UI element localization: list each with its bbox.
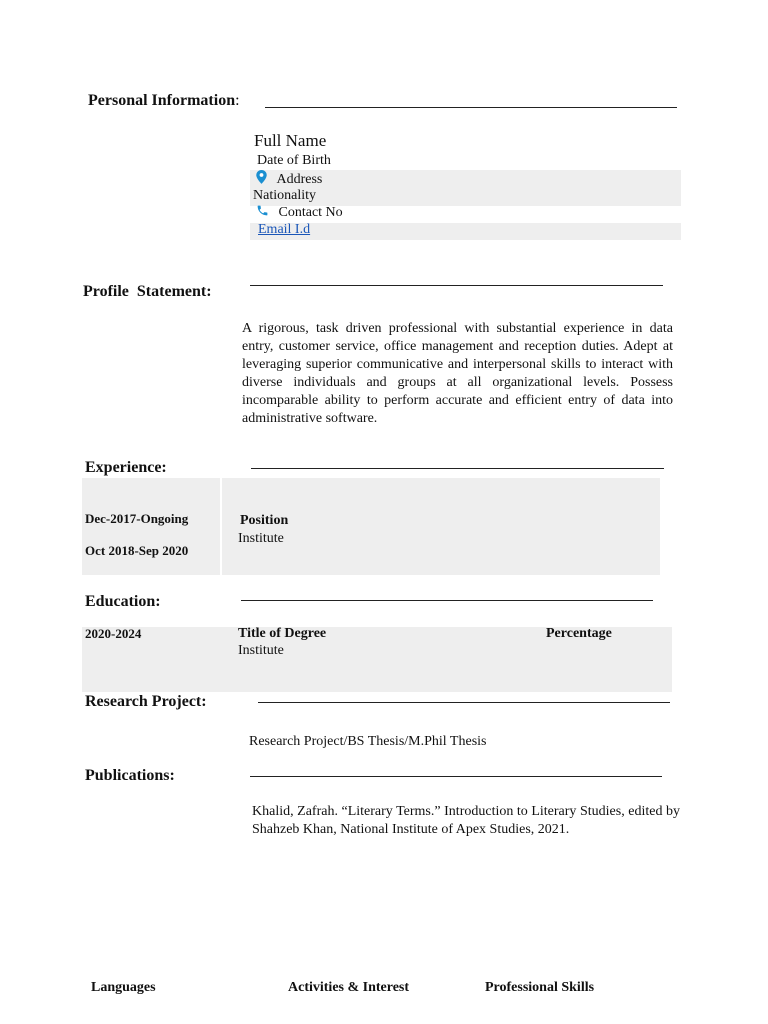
profile-statement-text: A rigorous, task driven professional with substantial experience in data entry, customer service, office management and reception duties. Adept at leveraging superior communicative and interpersonal skills to interact with diverse individuals and groups at all organizational levels. Possess incomparable ability to perform accurate and efficient entry of data into administrative software. bbox=[242, 321, 673, 426]
education-heading-rule bbox=[241, 600, 653, 601]
research-heading-rule bbox=[258, 702, 670, 703]
publications-text: Khalid, Zafrah. “Literary Terms.” Introduction to Literary Studies, edited by Shahzeb Khan, National Institute of Apex Studies, 2021. bbox=[252, 804, 680, 837]
nationality: Nationality bbox=[253, 188, 316, 203]
education-percentage: Percentage bbox=[546, 626, 612, 641]
email-shade bbox=[250, 223, 681, 240]
publications-heading-rule bbox=[250, 776, 662, 777]
experience-institute: Institute bbox=[238, 531, 284, 546]
research-project-heading: Research Project: bbox=[85, 693, 207, 710]
profile-heading-rule bbox=[250, 285, 663, 286]
email-link[interactable]: Email I.d bbox=[258, 222, 311, 237]
contact-row bbox=[256, 204, 343, 222]
personal-heading-text: Personal Information bbox=[88, 92, 236, 109]
experience-heading-rule bbox=[251, 468, 664, 469]
activities-interest-heading: Activities & Interest bbox=[288, 980, 410, 995]
contact-text: Contact No bbox=[278, 205, 343, 221]
education-years: 2020-2024 bbox=[85, 626, 142, 641]
location-pin-icon bbox=[256, 170, 267, 189]
education-degree: Title of Degree bbox=[238, 626, 327, 641]
experience-date-1: Dec-2017-Ongoing bbox=[85, 511, 189, 526]
address-row bbox=[256, 170, 322, 189]
education-institute: Institute bbox=[238, 643, 284, 658]
education-heading: Education: bbox=[85, 593, 161, 610]
date-of-birth: Date of Birth bbox=[257, 153, 331, 168]
experience-heading: Experience: bbox=[85, 459, 167, 476]
profile-statement-heading: Profile Statement: bbox=[83, 283, 212, 300]
experience-position: Position bbox=[240, 513, 289, 528]
address-text: Address bbox=[276, 171, 323, 187]
full-name: Full Name bbox=[254, 131, 327, 150]
professional-skills-heading: Professional Skills bbox=[485, 980, 595, 995]
languages-heading: Languages bbox=[91, 980, 156, 995]
research-project-text: Research Project/BS Thesis/M.Phil Thesis bbox=[249, 734, 487, 749]
experience-date-2: Oct 2018-Sep 2020 bbox=[85, 543, 189, 558]
phone-icon bbox=[256, 204, 269, 222]
personal-heading-colon: : bbox=[235, 92, 240, 109]
personal-information-heading bbox=[88, 92, 240, 110]
personal-heading-rule bbox=[265, 107, 677, 108]
publications-heading: Publications: bbox=[85, 767, 175, 784]
